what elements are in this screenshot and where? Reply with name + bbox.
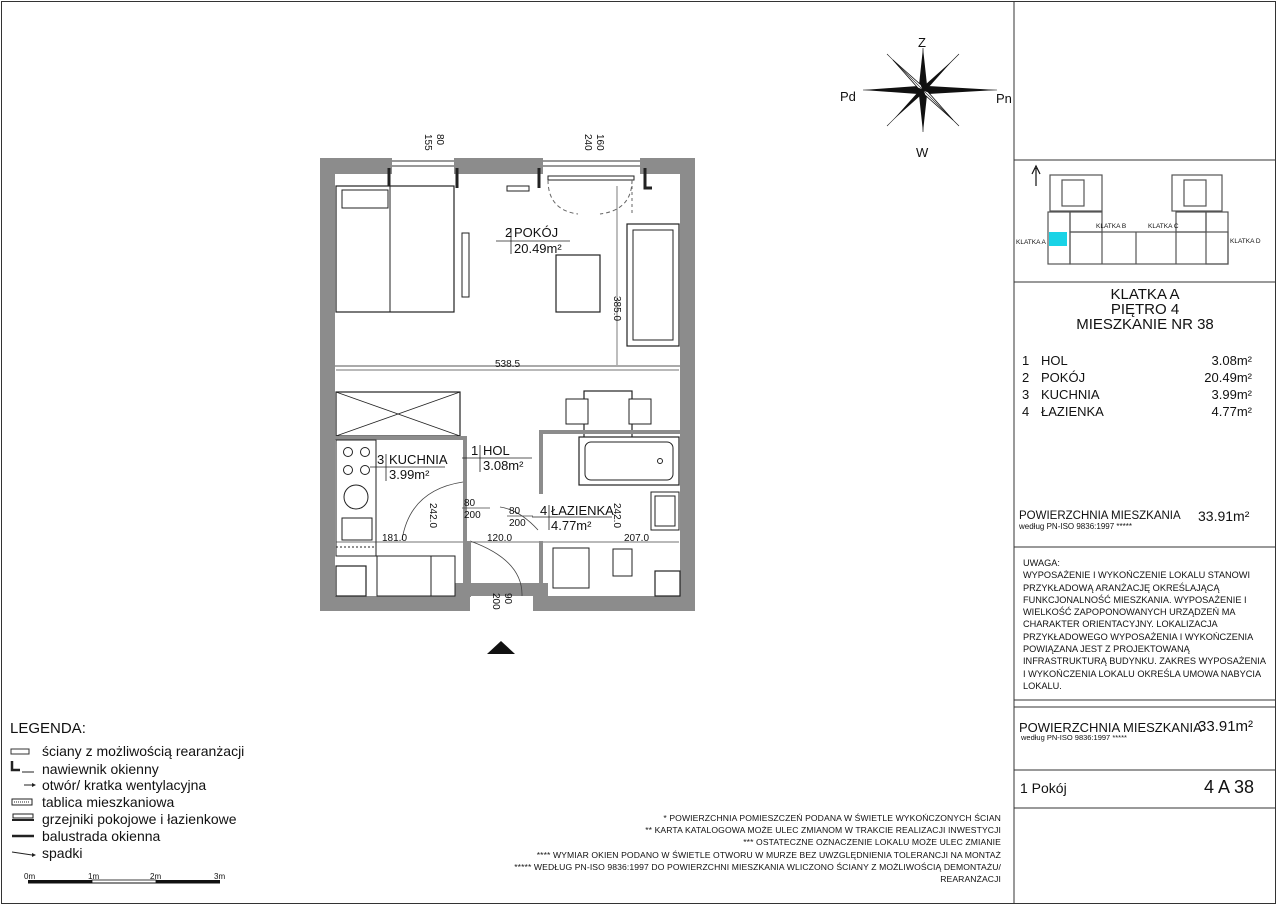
- keyplan-highlight: [1049, 232, 1067, 246]
- dim-hall-w: 120.0: [487, 533, 513, 544]
- dim-bath-h: 242.0: [611, 503, 622, 529]
- key-plan: [1014, 160, 1276, 282]
- svg-text:3.08m²: 3.08m²: [483, 458, 524, 473]
- legend-item: nawiewnik okienny: [10, 760, 244, 777]
- area-label: POWIERZCHNIA MIESZKANIA: [1019, 510, 1181, 522]
- svg-text:ŁAZIENKA: ŁAZIENKA: [551, 503, 614, 518]
- room-label-pokoj: [496, 225, 570, 256]
- svg-text:KUCHNIA: KUCHNIA: [389, 452, 448, 467]
- rooms-row: 1 HOL 3.08m²: [1022, 353, 1252, 368]
- dim-win2-bot: 240: [582, 134, 593, 151]
- dim-kitchen-h: 242.0: [427, 503, 438, 529]
- footnotes: * POWIERZCHNIA POMIESZCZEŃ PODANA W ŚWIETLE WYKOŃCZONYCH ŚCIAN ** KARTA KATALOGOWA MOŻE ULEC ZMIANOM W TRAKCIE REALIZACJI INWESTYCJI *** OSTATECZNE OZNACZENIE LOKALU MOŻE ULEC ZMIANIE **** WYMIAR OKIEN PODANO W ŚWIETLE OTWORU W MURZE BEZ UWZGLĘDNIENIA TOLERANCJI NA MONTAŻ ***** WEDŁUG PN-ISO 9836:1997 DO POWIERZCHNI MIESZKANIA WLICZONO ŚCIANY Z MOŻLIWOŚCIĄ DEMONTAŻU/ REARANŻACJI: [514, 813, 1001, 885]
- rooms-count: 1 Pokój: [1020, 780, 1067, 796]
- keyplan-label-d: KLATKA D: [1230, 238, 1261, 245]
- compass-s: W: [916, 145, 929, 160]
- plate-icon: [10, 794, 42, 811]
- bathtub: [579, 437, 679, 485]
- area2-value: 33.91m²: [1198, 718, 1254, 735]
- legend-item: ściany z możliwością rearanżacji: [10, 743, 244, 760]
- dim-door-entry-bot: 200: [490, 593, 501, 610]
- compass-w: Pd: [840, 89, 856, 104]
- radiator-2: [548, 176, 634, 180]
- svg-text:1: 1: [471, 443, 479, 458]
- notice-block: UWAGA: WYPOSAŻENIE I WYKOŃCZENIE LOKALU STANOWI PRZYKŁADOWĄ ARANŻACJĘ OKREŚLAJĄCĄ FUNKCJONALNOŚĆ MIESZKANIA. WYPOSAŻENIE I WIELKOŚĆ ZAPOPONOWANYCH URZĄDZEŃ MA CHARAKTER ORIENTACYJNY. LOKALIZACJA PRZYKŁADOWEGO WYPOSAŻENIA I WYKOŃCZENIA POWIĄZANA JEST Z PROJEKTOWANĄ INFRASTRUKTURĄ BUDYNKU. ZAKRES WYPOSAŻENIA I WYKOŃCZENIA LOKALU OKREŚLA UMOWA NABYCIA LOKALU.: [1023, 558, 1266, 691]
- compass-e: Pn: [996, 91, 1012, 106]
- area2-label: POWIERZCHNIA MIESZKANIA: [1019, 720, 1202, 735]
- compass-n: Z: [918, 35, 926, 50]
- table: [556, 255, 600, 312]
- title-mieszkanie: MIESZKANIE NR 38: [1076, 316, 1214, 333]
- room-label-lazienka: [532, 503, 614, 533]
- dim-bath-w: 207.0: [624, 533, 650, 544]
- room-label-hol: [462, 443, 532, 473]
- dim-win2-top: 160: [594, 134, 605, 151]
- legend-item: balustrada okienna: [10, 828, 244, 845]
- legend-item: tablica mieszkaniowa: [10, 794, 244, 811]
- legend-item: grzejniki pokojowe i łazienkowe: [10, 811, 244, 828]
- dim-win1-top: 80: [434, 134, 445, 146]
- entrance-arrow-icon: [487, 641, 515, 654]
- keyplan-label-a: KLATKA A: [1016, 239, 1046, 246]
- svg-text:2m: 2m: [150, 872, 162, 881]
- keyplan-label-c: KLATKA C: [1148, 223, 1179, 230]
- legend-title: LEGENDA:: [10, 720, 86, 737]
- svg-text:0m: 0m: [24, 872, 36, 881]
- vent-icon: [10, 777, 42, 794]
- north-arrow-icon: [1032, 166, 1040, 186]
- room-label-kuchnia: [370, 452, 448, 482]
- legend: [10, 720, 244, 862]
- svg-text:3: 3: [377, 452, 385, 467]
- radiator-icon: [10, 811, 42, 828]
- wall-icon: [10, 743, 42, 760]
- dim-door-bath-bot: 200: [509, 518, 526, 529]
- apartment-plan: [320, 134, 695, 611]
- dim-height: 385.0: [611, 296, 622, 322]
- balustrade-icon: [10, 828, 42, 845]
- area2-sub: według PN-ISO 9836:1997 *****: [1021, 733, 1127, 742]
- apartment-title: [1014, 287, 1276, 332]
- dim-win1-bot: 155: [422, 134, 433, 151]
- svg-text:3m: 3m: [214, 872, 226, 881]
- rooms-row: 2 POKÓJ 20.49m²: [1022, 370, 1252, 385]
- legend-item: spadki: [10, 845, 244, 862]
- svg-text:HOL: HOL: [483, 443, 510, 458]
- area-value: 33.91m²: [1198, 508, 1250, 524]
- dim-door-entry-top: 90: [502, 593, 513, 605]
- dim-door-hol-top: 80: [464, 498, 476, 509]
- dim-door-hol-bot: 200: [464, 510, 481, 521]
- svg-text:1m: 1m: [88, 872, 100, 881]
- svg-text:4.77m²: 4.77m²: [551, 518, 592, 533]
- area-sub: według PN-ISO 9836:1997 *****: [1019, 522, 1132, 531]
- sofa: [627, 224, 679, 346]
- scale-bar: [24, 872, 225, 883]
- title-klatka: KLATKA A: [1110, 286, 1180, 303]
- dim-width: 538.5: [495, 359, 521, 370]
- svg-text:4: 4: [540, 503, 548, 518]
- legend-item: otwór/ kratka wentylacyjna: [10, 777, 244, 794]
- svg-text:POKÓJ: POKÓJ: [514, 225, 559, 240]
- svg-text:2: 2: [505, 225, 513, 240]
- keyplan-label-b: KLATKA B: [1096, 223, 1127, 230]
- rooms-table: [1022, 353, 1252, 421]
- window-vent-icon: [10, 760, 42, 778]
- dim-door-bath-top: 80: [509, 506, 521, 517]
- rooms-row: 3 KUCHNIA 3.99m²: [1022, 387, 1252, 402]
- rooms-row: 4 ŁAZIENKA 4.77m²: [1022, 404, 1252, 419]
- svg-text:20.49m²: 20.49m²: [514, 241, 562, 256]
- apartment-code: 4 A 38: [1204, 777, 1255, 797]
- compass-rose: [863, 48, 997, 132]
- slope-icon: [10, 845, 42, 862]
- dim-kitchen-w: 181.0: [382, 533, 408, 544]
- title-pietro: PIĘTRO 4: [1110, 301, 1180, 318]
- svg-text:3.99m²: 3.99m²: [389, 467, 430, 482]
